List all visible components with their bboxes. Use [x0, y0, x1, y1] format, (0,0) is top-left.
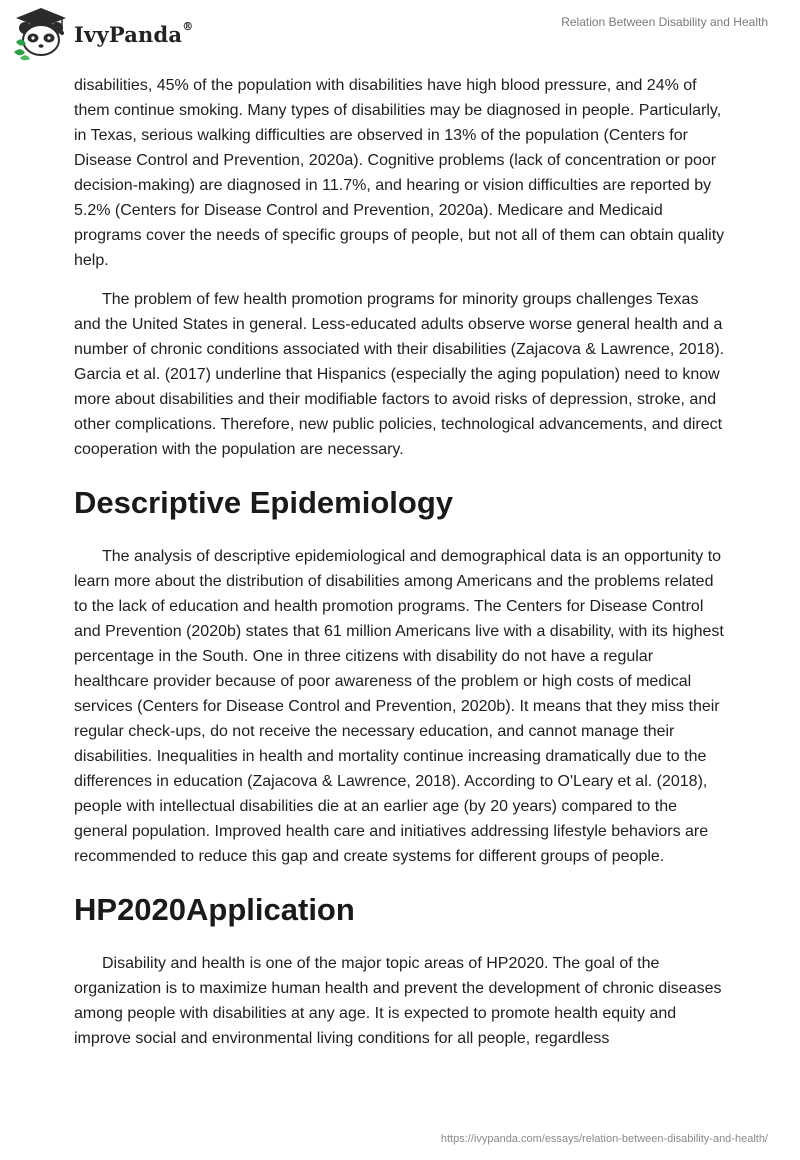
paragraph: Disability and health is one of the major topic areas of HP2020. The goal of the organization is to maximize human health and prevent the development of chronic diseases among people with disabilities at any age. It is expected to promote health equity and improve social and environmental living conditions for all people, regardless: [74, 955, 722, 1047]
paragraph: The problem of few health promotion programs for minority groups challenges Texas and the United States in general. Less-educated adults observe worse general health and a number of chronic conditions associated with their disabilities (Zajacova & Lawrence, 2018). Garcia et al. (2017) underline that Hispanics (especially the aging population) need to know more about disabilities and their modifiable factors to avoid risks of depression, stroke, and other complications. Therefore, new public policies, technological advancements, and direct cooperation with the population are necessary.: [74, 291, 725, 458]
panda-graduation-cap-icon: [12, 6, 70, 62]
footer-url[interactable]: https://ivypanda.com/essays/relation-between-disability-and-health/: [440, 1133, 768, 1145]
paragraph: disabilities, 45% of the population with disabilities have high blood pressure, and 24% of them continue smoking. Many types of disabilities may be diagnosed in people. Particularly, in Texas, serious walking difficulties are observed in 13% of the population (Centers for Disease Control and Prevention, 2020a). Cognitive problems (lack of concentration or poor decision-making) are diagnosed in 11.7%, and hearing or vision difficulties are reported by 5.2% (Centers for Disease Control and Prevention, 2020a). Medicare and Medicaid programs cover the needs of specific groups of people, but not all of them can obtain quality help.: [74, 77, 725, 269]
section-heading-descriptive-epidemiology: Descriptive Epidemiology: [74, 485, 453, 520]
document-title: Relation Between Disability and Health: [561, 15, 768, 29]
registered-mark: ®: [182, 19, 194, 33]
essay-body: [74, 73, 726, 1065]
brand-name-text: IvyPanda: [74, 21, 183, 47]
brand-name: [74, 19, 194, 47]
paragraph: The analysis of descriptive epidemiological and demographical data is an opportunity to learn more about the distribution of disabilities among Americans and the problems related to the lack of education and health promotion programs. The Centers for Disease Control and Prevention (2020b) states that 61 million Americans live with a disability, with its highest percentage in the South. One in three citizens with disability do not have a regular healthcare provider because of poor awareness of the problem or high costs of medical services (Centers for Disease Control and Prevention, 2020b). It means that they miss their regular check-ups, do not receive the necessary education, and cannot manage their disabilities. Inequalities in health and mortality continue increasing dramatically due to the differences in education (Zajacova & Lawrence, 2018). According to O'Leary et al. (2018), people with intellectual disabilities die at an earlier age (by 20 years) compared to the general population. Improved health care and initiatives addressing lifestyle behaviors are recommended to reduce this gap and create systems for different groups of people.: [74, 548, 724, 865]
page-header: [0, 0, 800, 70]
brand-logo[interactable]: [12, 6, 193, 62]
section-heading-hp2020-application: HP2020Application: [74, 892, 355, 927]
